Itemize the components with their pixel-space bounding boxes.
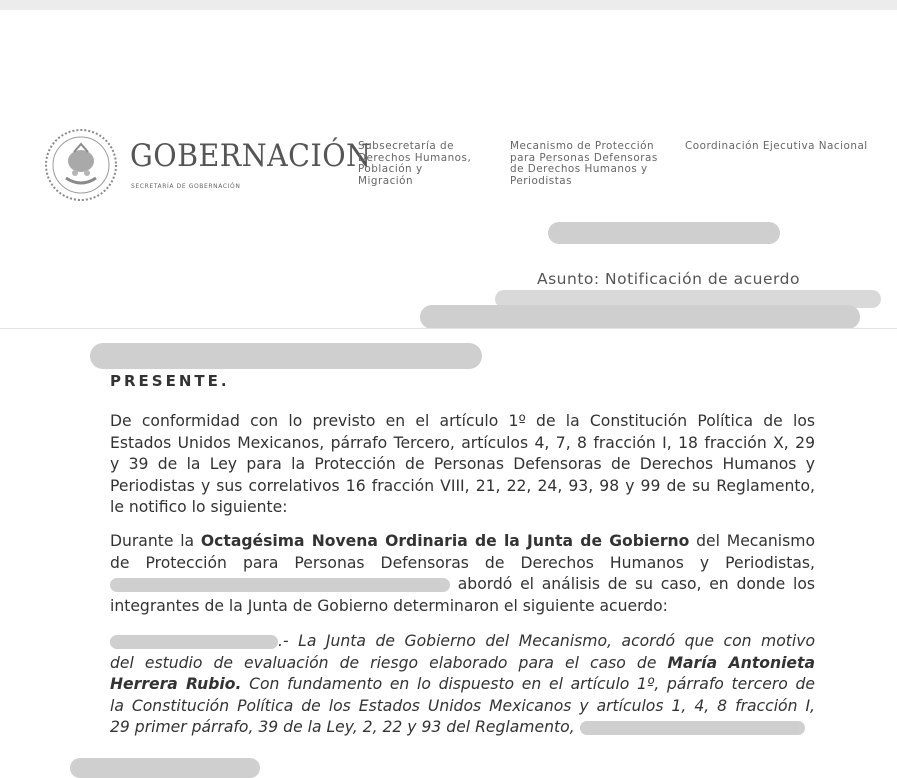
session-name: Octagésima Novena Ordinaria de la Junta de Gobierno <box>200 532 690 550</box>
paragraph-legal-basis: De conformidad con lo previsto en el artículo 1º de la Constitución Política de los Estados Unidos Mexicanos, párrafo Tercero, artículos 4, 7, 8 fracción I, 18 fracción X, 29 y 39 de la Ley para la Protección de Personas Defensoras de Derechos Humanos y Periodistas y sus correlativos 16 fracción VIII, 21, 22, 24, 93, 98 y 99 de su Reglamento, le notifico lo siguiente: <box>110 412 815 516</box>
redaction-bottom-line <box>70 758 260 778</box>
gobernacion-logo-text: GOBERNACIÓN <box>130 138 372 174</box>
redaction-regulation-detail <box>580 721 805 735</box>
redaction-reference <box>420 305 860 329</box>
header-column-coordinacion: Coordinación Ejecutiva Nacional <box>685 140 868 152</box>
redaction-session-date <box>110 578 450 592</box>
redaction-oficio <box>548 222 780 244</box>
page-fold-line <box>0 328 897 329</box>
beneficiary-name: María Antonieta <box>667 653 815 672</box>
redaction-addressee <box>90 343 482 369</box>
header-column-subsecretaria: Subsecretaría de Derechos Humanos, Población y Migración <box>358 140 472 188</box>
logo-subtitle: SECRETARÍA DE GOBERNACIÓN <box>131 183 241 190</box>
redaction-agreement-number <box>110 635 278 649</box>
top-scan-band <box>0 0 897 10</box>
salutation: PRESENTE. <box>110 372 230 390</box>
national-seal-icon <box>44 128 118 202</box>
asunto-line: Asunto: Notificación de acuerdo <box>537 270 800 288</box>
paragraph-agreement: .- La Junta de Gobierno del Mecanismo, acordó que con motivo del estudio de evaluación de riesgo elaborado para el caso de María Antonieta Herrera Rubio. Con fundamento en lo dispuesto en el artículo 1º, párrafo tercero de la Constitución Política de los Estados Unidos Mexicanos y artículos 1, 4, 8 fracción I, 29 primer párrafo, 39 de la Ley, 2, 22 y 93 del Reglamento, <box>110 632 815 736</box>
header-column-mecanismo: Mecanismo de Protección para Personas Defensoras de Derechos Humanos y Periodistas <box>510 140 658 188</box>
paragraph-session: Durante la Octagésima Novena Ordinaria de la Junta de Gobierno del Mecanismo de Protección para Personas Defensoras de Derechos Humanos y Periodistas, abordó el análisis de su caso, en donde los integrantes de la Junta de Gobierno determinaron el siguiente acuerdo: <box>110 532 815 615</box>
